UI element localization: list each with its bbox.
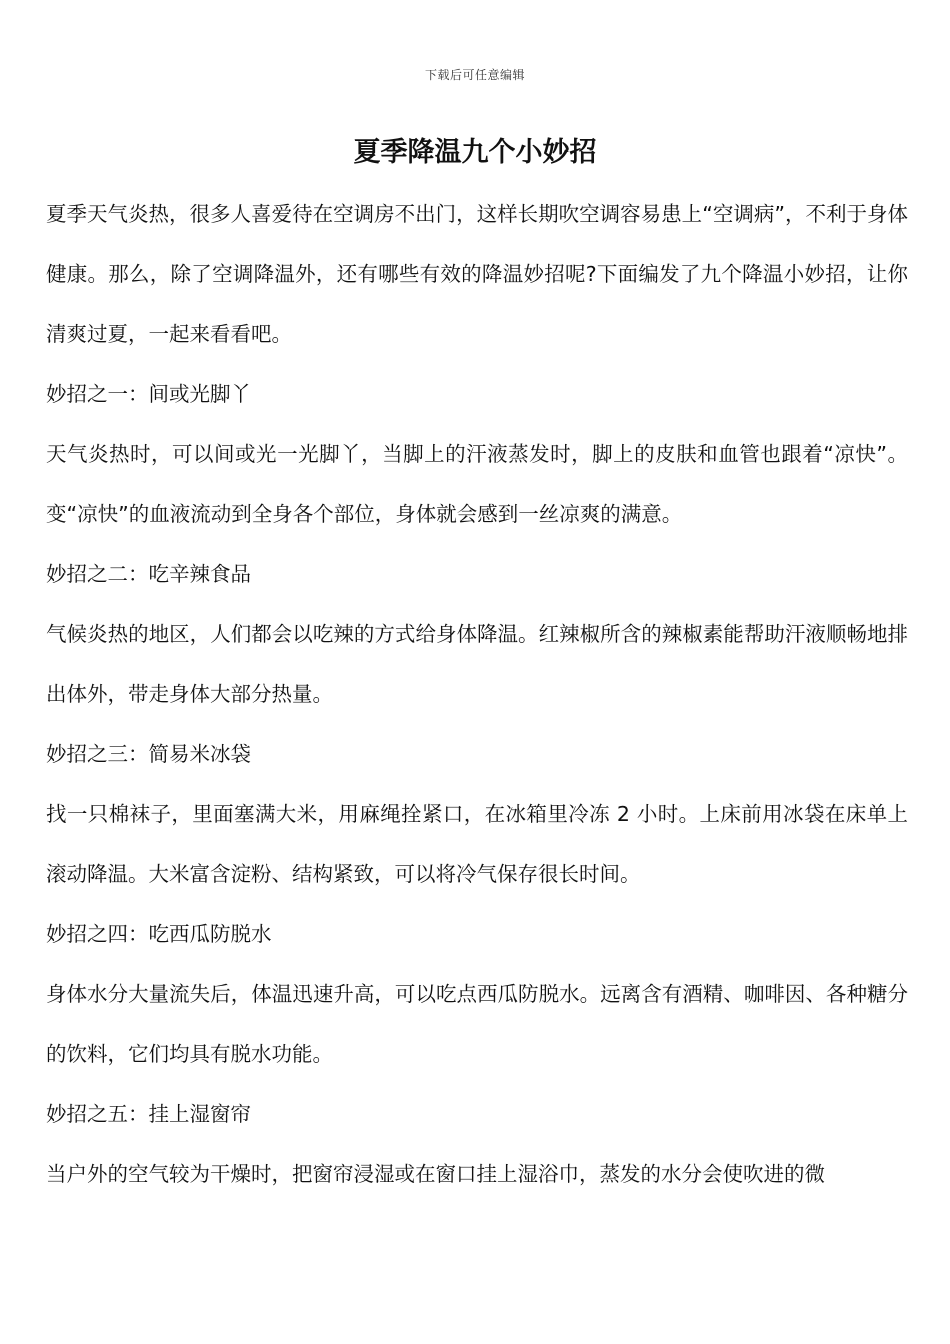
document-body (46, 184, 908, 1204)
tip-5-body: 当户外的空气较为干燥时，把窗帘浸湿或在窗口挂上湿浴巾，蒸发的水分会使吹进的微 (46, 1162, 825, 1186)
tip-3-body: 找一只棉袜子，里面塞满大米，用麻绳拴紧口，在冰箱里冷冻 2 小时。上床前用冰袋在床单上滚动降温。大米富含淀粉、结构紧致，可以将冷气保存很长时间。 (46, 802, 908, 886)
intro-paragraph: 夏季天气炎热，很多人喜爱待在空调房不出门，这样长期吹空调容易患上“空调病”，不利于身体健康。那么，除了空调降温外，还有哪些有效的降温妙招呢?下面编发了九个降温小妙招，让你清爽过夏，一起来看看吧。 (46, 202, 908, 346)
tip-1-heading: 妙招之一：间或光脚丫 (46, 382, 251, 406)
header-note: 下载后可任意编辑 (424, 68, 525, 82)
tip-5-heading: 妙招之五：挂上湿窗帘 (46, 1102, 251, 1126)
tip-3-heading: 妙招之三：简易米冰袋 (46, 742, 251, 766)
tip-1-body: 天气炎热时，可以间或光一光脚丫，当脚上的汗液蒸发时，脚上的皮肤和血管也跟着“凉快”。变“凉快”的血液流动到全身各个部位，身体就会感到一丝凉爽的满意。 (46, 442, 908, 526)
document-title: 夏季降温九个小妙招 (353, 137, 597, 168)
tip-2-body: 气候炎热的地区，人们都会以吃辣的方式给身体降温。红辣椒所含的辣椒素能帮助汗液顺畅地排出体外，带走身体大部分热量。 (46, 622, 908, 706)
tip-4-body: 身体水分大量流失后，体温迅速升高，可以吃点西瓜防脱水。远离含有酒精、咖啡因、各种糖分的饮料，它们均具有脱水功能。 (46, 982, 908, 1066)
tip-2-heading: 妙招之二：吃辛辣食品 (46, 562, 251, 586)
tip-4-heading: 妙招之四：吃西瓜防脱水 (46, 922, 272, 946)
